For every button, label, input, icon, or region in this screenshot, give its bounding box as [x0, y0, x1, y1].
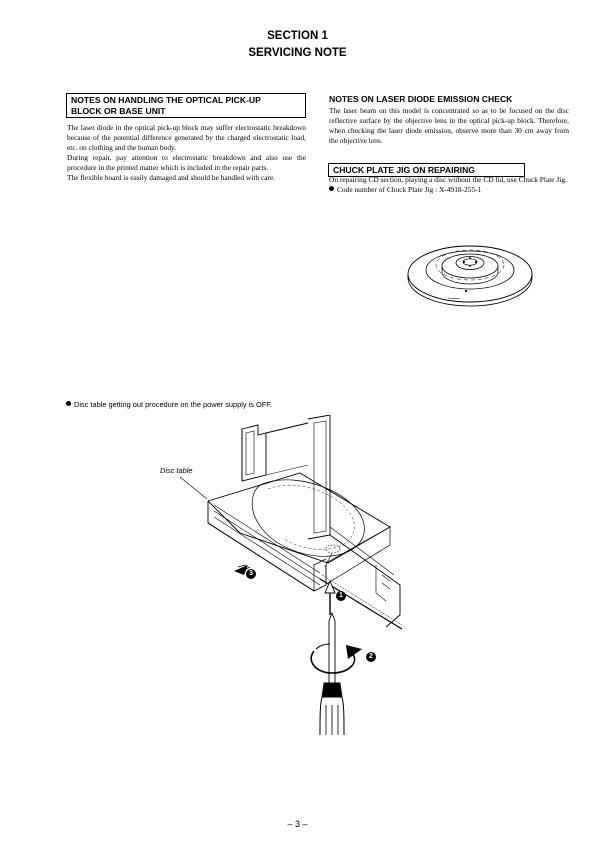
section-name: SERVICING NOTE [248, 47, 347, 59]
bullet-icon [66, 401, 71, 406]
handling-heading-line2: BLOCK OR BASE UNIT [71, 105, 166, 116]
step-2-badge: 2 [366, 652, 376, 662]
bullet-icon [329, 186, 334, 191]
procedure-note [66, 400, 366, 410]
section-title [0, 28, 595, 62]
jig-code-line [329, 185, 569, 195]
laser-paragraph: The laser beam on this model is concentrated so as to be focused on the disc reflective surface by the objective lens in the optical pick-up block. Therefore, when checking the laser diode emission, observe more than 30 cm away from the objective lens. [329, 106, 569, 145]
jig-paragraph: On repairing CD section, playing a disc without the CD lid, use Chuck Plate Jig. [329, 175, 567, 184]
section-number: SECTION 1 [267, 30, 328, 42]
step-1-badge: 1 [336, 591, 346, 601]
handling-heading [66, 93, 306, 118]
procedure-note-text: Disc table getting out procedure on the power supply is OFF. [74, 400, 273, 409]
disc-table-label: Disc table [160, 466, 193, 475]
handling-paragraph: The laser diode in the optical pick-up block may suffer electrostatic breakdown because of the potential difference generated by the charged electrostatic load, etc. on clothing and the human body. [67, 123, 306, 152]
disc-table-removal-illustration [150, 415, 450, 735]
jig-code: Code number of Chuck Plate Jig : X-4918-255-1 [337, 185, 482, 194]
laser-heading: NOTES ON LASER DIODE EMISSION CHECK [329, 94, 513, 104]
jig-text [329, 175, 569, 195]
laser-text [329, 106, 569, 146]
step-3-badge: 3 [246, 569, 256, 579]
handling-heading-line1: NOTES ON HANDLING THE OPTICAL PICK-UP [71, 95, 261, 105]
handling-paragraph: The flexible board is easily damaged and should be handled with care. [67, 173, 276, 182]
jig-heading-label: CHUCK PLATE JIG ON REPAIRING [333, 165, 475, 175]
page-number: – 3 – [287, 819, 308, 829]
handling-text [67, 123, 306, 183]
handling-paragraph: During repair, pay attention to electrostatic breakdown and also use the procedure in the printed matter which is included in the repair parts. [67, 153, 306, 172]
chuck-plate-jig-illustration [400, 228, 542, 312]
